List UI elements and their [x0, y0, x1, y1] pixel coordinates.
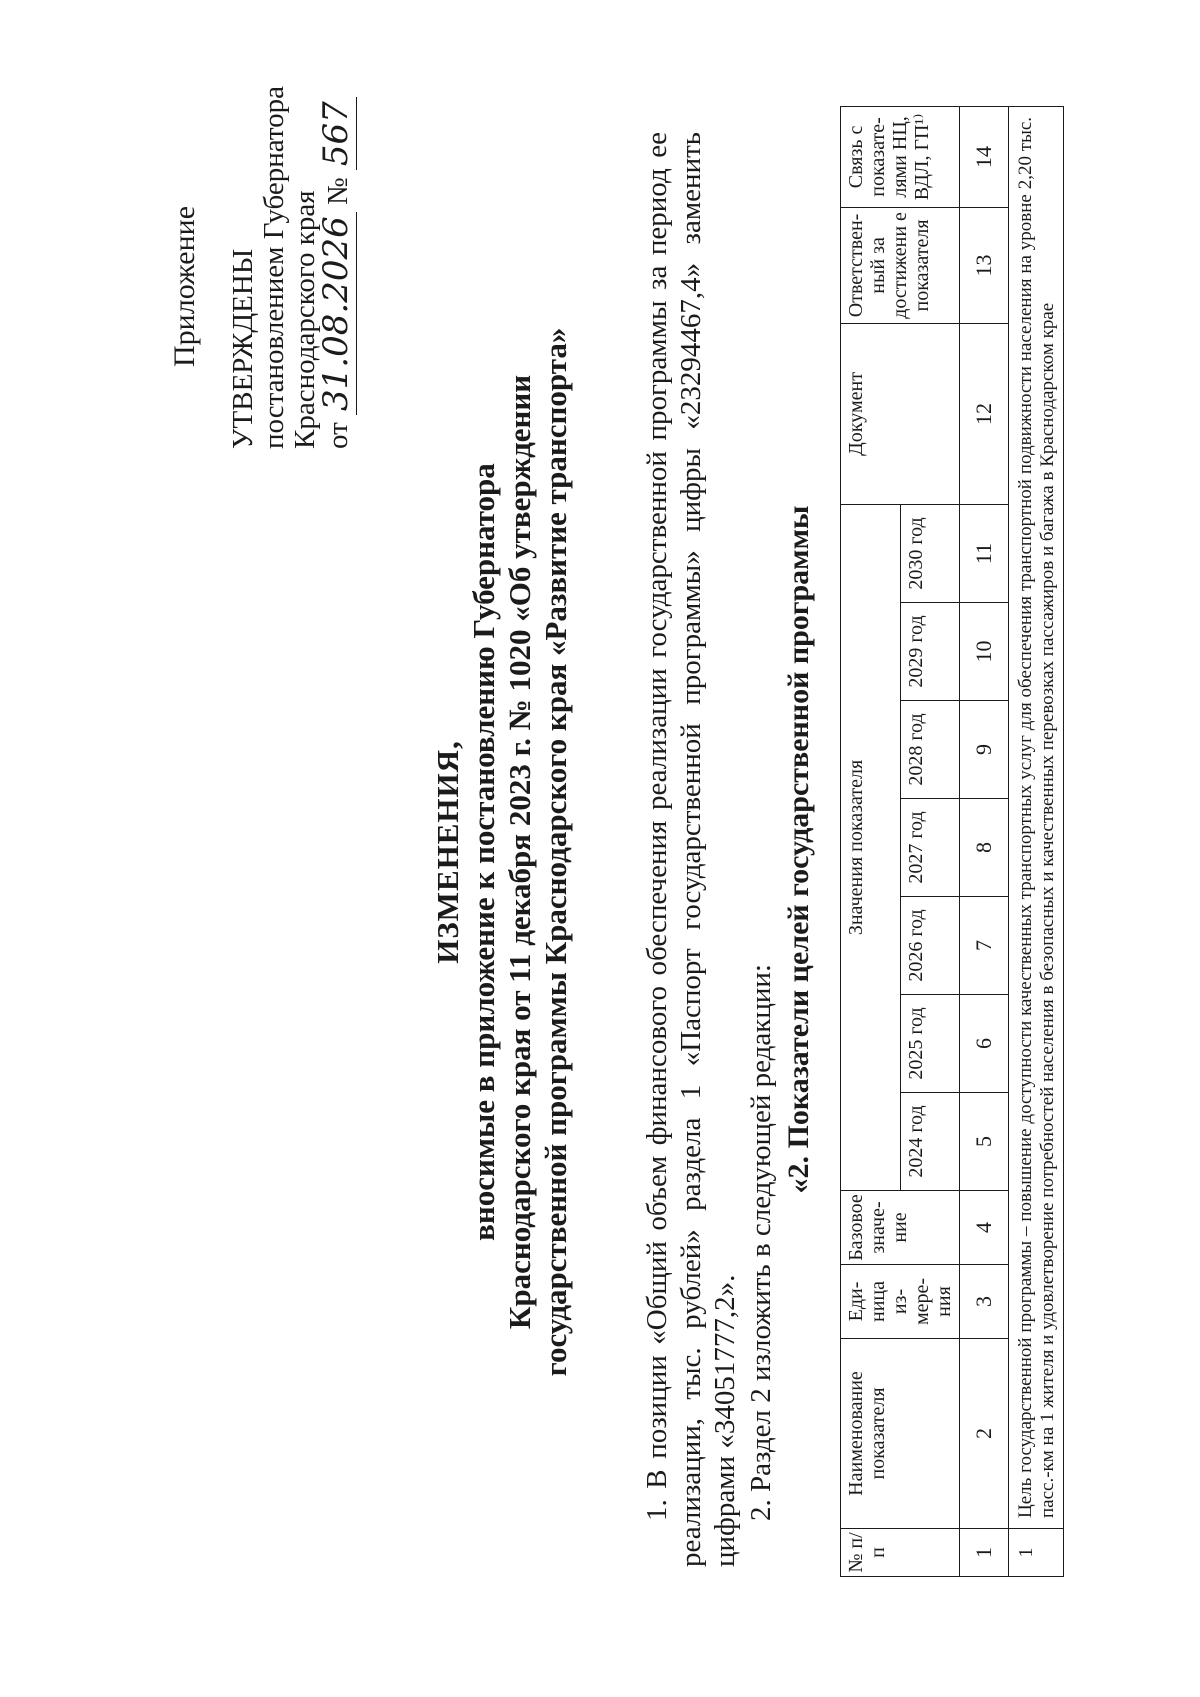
header-year: 2028 год [900, 701, 960, 799]
header-year: 2030 год [900, 504, 960, 602]
title-line: государственной программы Краснодарского края «Развитие транспорта» [538, 327, 573, 1377]
column-number: 8 [960, 799, 1009, 897]
header-base: Базовое значе- ние [841, 1191, 960, 1265]
handwritten-date: 31.08.2026 [316, 212, 357, 415]
column-number: 10 [960, 603, 1009, 701]
header-row-1 [841, 106, 901, 1576]
header-document: Документ [841, 323, 960, 504]
approved-line: УТВЕРЖДЕНЫ [227, 248, 259, 449]
goal-text: Цель государственной программы – повышение доступности качественных транспортных услуг для обеспечения транспортной подвижности населения на уровне 2,20 тыс. пасс.-км на 1 жителя и удовлетворение потребностей населения в безопасных и качественных перевозках пассажиров и багажа в Краснодарском крае [1009, 106, 1064, 1528]
column-number: 13 [960, 207, 1009, 323]
title-line: вносимые в приложение к постановлению Губернатора [466, 463, 501, 1241]
indicators-table [840, 106, 1064, 1577]
column-number-row [960, 106, 1009, 1576]
column-number: 1 [960, 1529, 1009, 1577]
header-unit: Еди- ница из- мере- ния [841, 1265, 960, 1339]
column-number: 7 [960, 897, 1009, 995]
column-number: 4 [960, 1191, 1009, 1265]
goal-row [1009, 106, 1064, 1576]
column-number: 6 [960, 995, 1009, 1093]
header-values-group: Значения показателя [841, 504, 901, 1190]
column-number: 11 [960, 504, 1009, 602]
approval-date-line [316, 29, 356, 449]
handwritten-number: 567 [316, 97, 357, 170]
column-number: 2 [960, 1339, 1009, 1529]
column-number: 3 [960, 1265, 1009, 1339]
column-number: 14 [960, 106, 1009, 207]
header-year: 2029 год [900, 603, 960, 701]
header-link: Связь с показате- лями НЦ, ВДЛ, ГП¹⁾ [841, 106, 960, 207]
header-year: 2025 год [900, 995, 960, 1093]
title-line: ИЗМЕНЕНИЯ, [430, 740, 465, 964]
header-year: 2027 год [900, 799, 960, 897]
header-year: 2024 год [900, 1093, 960, 1191]
body-text [640, 132, 778, 1567]
column-number: 9 [960, 701, 1009, 799]
approval-block [228, 29, 354, 449]
approved-line: Краснодарского края [289, 190, 321, 449]
header-name: Наименование показателя [841, 1339, 960, 1529]
appendix-label: Приложение [168, 205, 201, 367]
goal-number: 1 [1009, 1529, 1064, 1577]
document-title [430, 227, 574, 1477]
paragraph-1: 1. В позиции «Общий объем финансового обеспечения реализации государственной программы за период ее реализации, тыс. рублей» раздела 1 «Паспорт государственной программы» цифры «23294467,4» заменить цифрами «34051777,2». [641, 132, 741, 1567]
approved-line: постановлением Губернатора [258, 85, 290, 449]
header-year: 2026 год [900, 897, 960, 995]
title-line: Краснодарского края от 11 декабря 2023 г. № 1020 «Об утверждении [502, 374, 537, 1330]
column-number: 12 [960, 323, 1009, 504]
header-responsible: Ответствен- ный за достижени е показателя [841, 207, 960, 323]
header-num: № п/ п [841, 1529, 960, 1577]
number-prefix: № [322, 177, 354, 206]
section-title: «2. Показатели целей государственной программы [782, 505, 815, 1194]
column-number: 5 [960, 1093, 1009, 1191]
date-prefix: от [322, 422, 354, 449]
paragraph-2: 2. Раздел 2 изложить в следующей редакции: [745, 964, 777, 1521]
